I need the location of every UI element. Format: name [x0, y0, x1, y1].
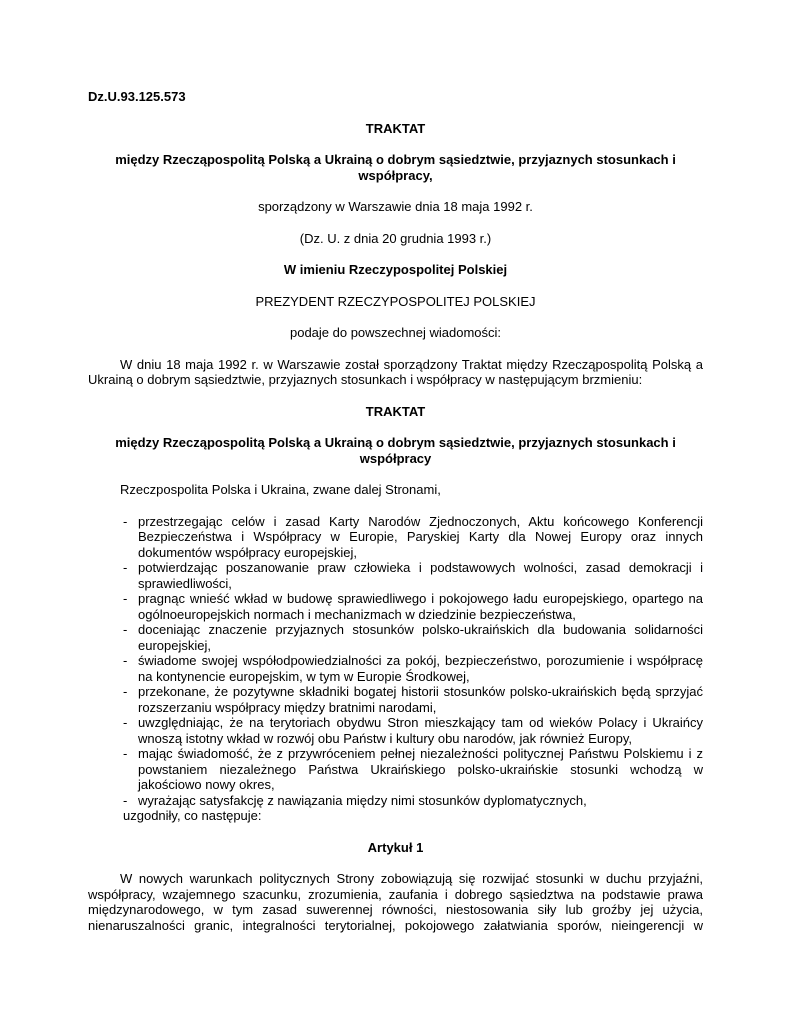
preamble-item: [88, 715, 703, 746]
preamble-item-text: pragnąc wnieść wkład w budowę sprawiedliwego i pokojowego ładu europejskiego, opartego na ogólnoeuropejskich normach i mechanizmach w dziedzinie bezpieczeństwa,: [138, 591, 703, 622]
preamble-item-text: świadome swojej współodpowiedzialności za pokój, bezpieczeństwo, porozumienie i współpracę na kontynencie europejskim, w tym w Europie Środkowej,: [138, 653, 703, 684]
preamble-item: [88, 622, 703, 653]
preamble-list: [88, 514, 703, 809]
parties-line: Rzeczpospolita Polska i Ukraina, zwane dalej Stronami,: [120, 482, 441, 497]
preamble-item: [88, 746, 703, 793]
preamble-item-text: przekonane, że pozytywne składniki bogatej historii stosunków polsko-ukraińskich będą sprzyjać rozszerzaniu współpracy między bratnimi narodami,: [138, 684, 703, 715]
preamble-item-text: mając świadomość, że z przywróceniem pełnej niezależności politycznej Państwu Polskiemu i z powstaniem niezależnego Państwa Ukraińskiego polsko-ukraińskie stosunki wchodzą w jakościowo nowy okres,: [138, 746, 703, 792]
treaty-title: między Rzecząpospolitą Polską a Ukrainą o dobrym sąsiedztwie, przyjaznych stosunkach i współpracy,: [115, 152, 676, 183]
dash-marker: -: [123, 591, 128, 606]
journal-ref: (Dz. U. z dnia 20 grudnia 1993 r.): [299, 230, 492, 246]
agreed-line: uzgodniły, co następuje:: [123, 808, 262, 823]
treaty-title-2: między Rzecząpospolitą Polską a Ukrainą o dobrym sąsiedztwie, przyjaznych stosunkach i współpracy: [115, 435, 676, 466]
treaty-heading-2: TRAKTAT: [365, 403, 426, 419]
article-1-heading: Artykuł 1: [367, 839, 424, 855]
preamble-item: [88, 514, 703, 561]
dash-marker: -: [123, 746, 128, 761]
made-in-line: sporządzony w Warszawie dnia 18 maja 1992 r.: [258, 199, 533, 214]
preamble-item: [88, 684, 703, 715]
article-1-text: W nowych warunkach politycznych Strony zobowiązują się rozwijać stosunki w duchu przyjaźni, współpracy, wzajemnego szacunku, zrozumienia, zaufania i dobrego sąsiedztwa na podstawie prawa międzynarodowego, w tym zasad suwerennej równości, niestosowania siły lub groźby jej użycia, nienaruszalności granic, integralności terytorialnej, pokojowego załatwiania sporów, nieingerencji w: [88, 871, 703, 933]
preamble-item: [88, 591, 703, 622]
preamble-item: [88, 793, 703, 809]
dash-marker: -: [123, 560, 128, 575]
preamble-item-text: wyrażając satysfakcję z nawiązania między nimi stosunków dyplomatycznych,: [138, 792, 587, 808]
preamble-item-text: uwzględniając, że na terytoriach obydwu Stron mieszkający tam od wieków Polacy i Ukraińcy wnoszą istotny wkład w rozwój obu Państw i kultury obu narodów, jak również Europy,: [138, 715, 703, 746]
preamble-item-text: doceniając znaczenie przyjaznych stosunków polsko-ukraińskich dla budowania solidarności europejskiej,: [138, 622, 703, 653]
preamble-item-text: potwierdzając poszanowanie praw człowieka i podstawowych wolności, zasad demokracji i sprawiedliwości,: [138, 560, 703, 591]
announce-line: podaje do powszechnej wiadomości:: [289, 325, 501, 340]
preamble-item: [88, 560, 703, 591]
doc-number: Dz.U.93.125.573: [88, 89, 186, 104]
dash-marker: -: [123, 622, 128, 637]
dash-marker: -: [123, 715, 128, 730]
dash-marker: -: [123, 684, 128, 699]
dash-marker: -: [123, 653, 128, 668]
president-line: PREZYDENT RZECZYPOSPOLITEJ POLSKIEJ: [255, 293, 536, 309]
dash-marker: -: [123, 792, 128, 808]
preamble-item: [88, 653, 703, 684]
preamble-item-text: przestrzegając celów i zasad Karty Narodów Zjednoczonych, Aktu końcowego Konferencji Bezpieczeństwa i Współpracy w Europie, Paryskiej Karty dla Nowej Europy oraz innych dokumentów współpracy europejskiej,: [138, 513, 703, 560]
dash-marker: -: [123, 513, 128, 529]
treaty-heading: TRAKTAT: [365, 120, 426, 136]
intro-paragraph: W dniu 18 maja 1992 r. w Warszawie został sporządzony Traktat między Rzecząpospolitą Polską a Ukrainą o dobrym sąsiedztwie, przyjaznych stosunkach i współpracy w następującym brzmieniu:: [88, 356, 703, 387]
in-name-of-line: W imieniu Rzeczypospolitej Polskiej: [283, 262, 508, 277]
